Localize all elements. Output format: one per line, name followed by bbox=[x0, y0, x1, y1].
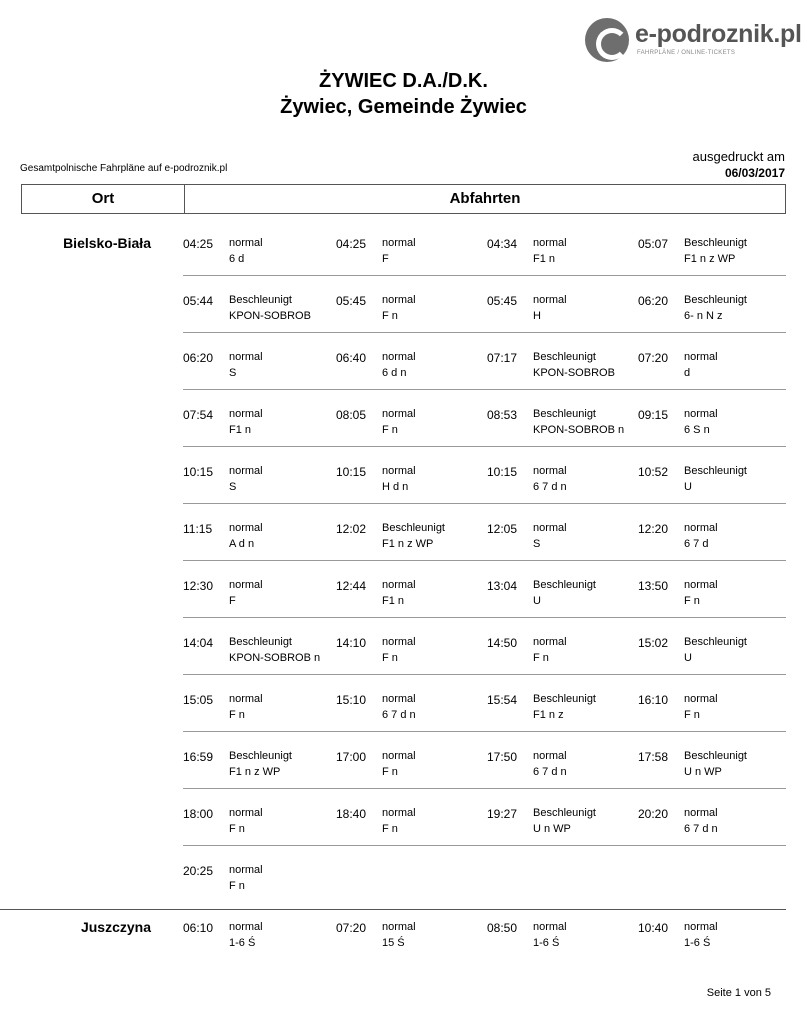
departure-note: 6 7 d n bbox=[533, 481, 567, 493]
e-logo-icon bbox=[585, 18, 629, 62]
station-name: ŻYWIEC D.A./D.K. bbox=[319, 70, 488, 92]
departure-type: normal bbox=[382, 636, 416, 648]
departure-note: F n bbox=[229, 709, 245, 721]
column-header-abfahrten: Abfahrten bbox=[449, 190, 521, 207]
departure-time: 19:27 bbox=[487, 807, 518, 821]
departure-entry bbox=[638, 522, 788, 556]
departure-entry bbox=[487, 807, 637, 841]
departure-type: normal bbox=[382, 408, 416, 420]
departure-time: 16:10 bbox=[638, 693, 669, 707]
departure-entry bbox=[487, 636, 637, 670]
departure-time: 12:05 bbox=[487, 522, 518, 536]
departure-entry bbox=[336, 465, 486, 499]
row-divider bbox=[183, 389, 786, 390]
departure-note: 6 d n bbox=[382, 367, 407, 379]
departure-type: normal bbox=[533, 921, 567, 933]
departure-entry bbox=[336, 522, 486, 556]
departure-time: 07:54 bbox=[183, 408, 214, 422]
departure-time: 05:07 bbox=[638, 237, 669, 251]
departure-time: 17:50 bbox=[487, 750, 518, 764]
departure-time: 14:04 bbox=[183, 636, 214, 650]
departure-entry bbox=[487, 408, 637, 442]
departure-time: 18:00 bbox=[183, 807, 214, 821]
departure-entry bbox=[183, 807, 333, 841]
departure-time: 08:05 bbox=[336, 408, 367, 422]
row-divider bbox=[183, 503, 786, 504]
departure-note: F n bbox=[382, 424, 398, 436]
departure-note: F1 n bbox=[382, 595, 405, 607]
departure-time: 14:50 bbox=[487, 636, 518, 650]
departure-time: 05:44 bbox=[183, 294, 214, 308]
departure-type: normal bbox=[533, 465, 567, 477]
logo-text: e-podroznik.pl bbox=[635, 20, 802, 48]
departure-entry bbox=[336, 408, 486, 442]
departure-type: Beschleunigt bbox=[533, 579, 596, 591]
departure-note: F n bbox=[229, 880, 245, 892]
departure-entry bbox=[487, 351, 637, 385]
departure-type: normal bbox=[229, 465, 263, 477]
departure-entry bbox=[336, 636, 486, 670]
departure-type: Beschleunigt bbox=[533, 408, 596, 420]
departure-note: U n WP bbox=[684, 766, 722, 778]
departure-entry bbox=[183, 294, 333, 328]
departure-note: F n bbox=[382, 766, 398, 778]
departure-time: 12:02 bbox=[336, 522, 367, 536]
departure-note: F n bbox=[684, 595, 700, 607]
departure-note: F1 n z bbox=[533, 709, 564, 721]
departure-time: 06:20 bbox=[638, 294, 669, 308]
departure-type: normal bbox=[382, 351, 416, 363]
section-separator bbox=[0, 909, 786, 910]
departure-type: normal bbox=[684, 807, 718, 819]
departure-time: 07:20 bbox=[638, 351, 669, 365]
departure-note: F n bbox=[382, 823, 398, 835]
row-divider bbox=[183, 617, 786, 618]
departure-type: normal bbox=[382, 294, 416, 306]
departure-note: KPON-SOBROB n bbox=[533, 424, 625, 436]
departure-type: Beschleunigt bbox=[533, 351, 596, 363]
departure-time: 16:59 bbox=[183, 750, 214, 764]
departure-entry bbox=[638, 636, 788, 670]
departure-type: normal bbox=[533, 294, 567, 306]
departure-time: 10:52 bbox=[638, 465, 669, 479]
departure-type: Beschleunigt bbox=[229, 294, 292, 306]
departure-entry bbox=[183, 693, 333, 727]
departure-time: 07:17 bbox=[487, 351, 518, 365]
departure-note: d bbox=[684, 367, 691, 379]
departure-type: normal bbox=[382, 921, 416, 933]
departure-entry bbox=[487, 522, 637, 556]
departure-entry bbox=[638, 921, 788, 955]
row-divider bbox=[183, 731, 786, 732]
place-name: Juszczyna bbox=[80, 919, 151, 935]
departure-entry bbox=[183, 237, 333, 271]
row-divider bbox=[183, 275, 786, 276]
departure-note: H d n bbox=[382, 481, 409, 493]
departure-entry bbox=[183, 921, 333, 955]
departure-entry bbox=[183, 408, 333, 442]
departure-type: normal bbox=[229, 864, 263, 876]
column-header-ort: Ort bbox=[22, 185, 185, 213]
row-divider bbox=[183, 560, 786, 561]
departure-note: F1 n z WP bbox=[382, 538, 434, 550]
departure-type: Beschleunigt bbox=[684, 636, 747, 648]
departure-entry bbox=[336, 693, 486, 727]
departure-type: Beschleunigt bbox=[533, 693, 596, 705]
departure-time: 04:25 bbox=[336, 237, 367, 251]
departure-note: U bbox=[684, 652, 692, 664]
departure-entry bbox=[183, 579, 333, 613]
departure-note: H bbox=[533, 310, 541, 322]
row-divider bbox=[183, 332, 786, 333]
departure-time: 05:45 bbox=[487, 294, 518, 308]
departure-time: 18:40 bbox=[336, 807, 367, 821]
departure-entry bbox=[638, 693, 788, 727]
departure-type: Beschleunigt bbox=[684, 294, 747, 306]
departure-time: 04:34 bbox=[487, 237, 518, 251]
departure-type: normal bbox=[229, 522, 263, 534]
departure-entry bbox=[638, 750, 788, 784]
departure-entry bbox=[487, 693, 637, 727]
departure-time: 12:44 bbox=[336, 579, 367, 593]
header-note: Gesamtpolnische Fahrpläne auf e-podroznik.pl bbox=[20, 163, 228, 174]
departure-entry bbox=[487, 465, 637, 499]
departure-type: normal bbox=[382, 807, 416, 819]
departure-note: F n bbox=[533, 652, 549, 664]
departure-type: normal bbox=[382, 237, 416, 249]
departure-type: normal bbox=[533, 750, 567, 762]
departure-time: 15:10 bbox=[336, 693, 367, 707]
departure-entry bbox=[336, 807, 486, 841]
departure-time: 13:04 bbox=[487, 579, 518, 593]
departure-note: 1-6 Ś bbox=[229, 937, 256, 949]
departure-note: KPON-SOBROB n bbox=[229, 652, 321, 664]
departure-entry bbox=[183, 864, 333, 898]
departure-time: 10:15 bbox=[487, 465, 518, 479]
departure-note: F n bbox=[382, 310, 398, 322]
departure-entry bbox=[183, 750, 333, 784]
station-location: Żywiec, Gemeinde Żywiec bbox=[280, 96, 527, 118]
departure-type: normal bbox=[684, 579, 718, 591]
row-divider bbox=[183, 446, 786, 447]
departure-note: 6 7 d bbox=[684, 538, 709, 550]
departure-type: Beschleunigt bbox=[229, 750, 292, 762]
departure-entry bbox=[638, 807, 788, 841]
departure-time: 10:15 bbox=[183, 465, 214, 479]
departure-note: F bbox=[229, 595, 236, 607]
departure-time: 04:25 bbox=[183, 237, 214, 251]
departure-type: normal bbox=[684, 921, 718, 933]
departure-type: Beschleunigt bbox=[684, 750, 747, 762]
departure-type: normal bbox=[229, 921, 263, 933]
departure-note: F1 n z WP bbox=[684, 253, 736, 265]
departure-type: normal bbox=[229, 579, 263, 591]
departure-type: normal bbox=[229, 693, 263, 705]
page-title bbox=[0, 68, 807, 120]
departure-time: 15:02 bbox=[638, 636, 669, 650]
departure-entry bbox=[487, 921, 637, 955]
departure-type: normal bbox=[229, 237, 263, 249]
departure-note: 6 d bbox=[229, 253, 245, 265]
departure-type: normal bbox=[382, 750, 416, 762]
departure-note: 1-6 Ś bbox=[533, 937, 560, 949]
departure-time: 10:40 bbox=[638, 921, 669, 935]
departure-entry bbox=[336, 750, 486, 784]
departure-time: 15:05 bbox=[183, 693, 214, 707]
departure-entry bbox=[638, 294, 788, 328]
departure-note: S bbox=[229, 367, 237, 379]
e-podroznik-logo bbox=[585, 18, 802, 62]
departure-note: 15 Ś bbox=[382, 937, 405, 949]
departure-entry bbox=[183, 636, 333, 670]
departure-time: 11:15 bbox=[183, 522, 213, 536]
departure-type: Beschleunigt bbox=[684, 237, 747, 249]
departure-note: 6 7 d n bbox=[382, 709, 416, 721]
departure-time: 15:54 bbox=[487, 693, 518, 707]
departure-entry bbox=[487, 237, 637, 271]
departure-time: 17:58 bbox=[638, 750, 669, 764]
departure-entry bbox=[487, 750, 637, 784]
departure-type: normal bbox=[382, 465, 416, 477]
departure-time: 13:50 bbox=[638, 579, 669, 593]
departure-note: F1 n bbox=[229, 424, 252, 436]
departure-type: normal bbox=[229, 408, 263, 420]
departure-entry bbox=[638, 237, 788, 271]
departure-type: Beschleunigt bbox=[229, 636, 292, 648]
row-divider bbox=[183, 674, 786, 675]
place-name: Bielsko-Biała bbox=[63, 235, 151, 251]
departure-entry bbox=[487, 579, 637, 613]
printed-label: ausgedruckt am bbox=[692, 149, 785, 164]
departure-time: 20:20 bbox=[638, 807, 669, 821]
departure-entry bbox=[487, 294, 637, 328]
departure-time: 05:45 bbox=[336, 294, 367, 308]
departure-time: 08:53 bbox=[487, 408, 518, 422]
departure-entry bbox=[336, 351, 486, 385]
row-divider bbox=[183, 845, 786, 846]
departure-time: 06:40 bbox=[336, 351, 367, 365]
departure-entry bbox=[638, 579, 788, 613]
departure-time: 07:20 bbox=[336, 921, 367, 935]
row-divider bbox=[183, 788, 786, 789]
departure-entry bbox=[336, 237, 486, 271]
departure-entry bbox=[183, 351, 333, 385]
departure-entry bbox=[638, 408, 788, 442]
printed-date: 06/03/2017 bbox=[724, 166, 785, 180]
departure-note: F n bbox=[382, 652, 398, 664]
departure-type: normal bbox=[533, 522, 567, 534]
departure-note: 6- n N z bbox=[684, 310, 723, 322]
departure-entry bbox=[336, 921, 486, 955]
departure-type: normal bbox=[533, 636, 567, 648]
departure-entry bbox=[183, 522, 333, 556]
departure-time: 06:20 bbox=[183, 351, 214, 365]
departure-type: normal bbox=[684, 522, 718, 534]
departure-note: U bbox=[533, 595, 541, 607]
departure-time: 20:25 bbox=[183, 864, 214, 878]
departure-note: 1-6 Ś bbox=[684, 937, 711, 949]
departure-note: U n WP bbox=[533, 823, 571, 835]
departure-entry bbox=[638, 351, 788, 385]
departure-note: U bbox=[684, 481, 692, 493]
departure-note: F1 n z WP bbox=[229, 766, 281, 778]
departure-note: KPON-SOBROB bbox=[229, 310, 311, 322]
departure-type: normal bbox=[382, 579, 416, 591]
departure-note: F1 n bbox=[533, 253, 556, 265]
departure-note: 6 7 d n bbox=[684, 823, 718, 835]
table-header bbox=[21, 184, 786, 214]
departure-entry bbox=[183, 465, 333, 499]
departure-entry bbox=[336, 579, 486, 613]
departure-type: normal bbox=[684, 693, 718, 705]
departure-type: normal bbox=[684, 408, 718, 420]
departure-type: normal bbox=[382, 693, 416, 705]
departure-note: F n bbox=[229, 823, 245, 835]
departure-time: 10:15 bbox=[336, 465, 367, 479]
departure-note: 6 7 d n bbox=[533, 766, 567, 778]
departure-note: F n bbox=[684, 709, 700, 721]
departure-time: 09:15 bbox=[638, 408, 669, 422]
departure-note: KPON-SOBROB bbox=[533, 367, 615, 379]
page-footer: Seite 1 von 5 bbox=[706, 987, 771, 999]
departure-type: normal bbox=[533, 237, 567, 249]
departure-type: normal bbox=[229, 351, 263, 363]
departure-time: 12:30 bbox=[183, 579, 214, 593]
departure-time: 12:20 bbox=[638, 522, 669, 536]
departure-entry bbox=[336, 294, 486, 328]
departure-note: 6 S n bbox=[684, 424, 710, 436]
departure-note: S bbox=[533, 538, 541, 550]
departure-entry bbox=[638, 465, 788, 499]
departure-time: 06:10 bbox=[183, 921, 214, 935]
departure-note: F bbox=[382, 253, 389, 265]
departure-type: Beschleunigt bbox=[533, 807, 596, 819]
departure-time: 17:00 bbox=[336, 750, 367, 764]
logo-subtitle: FAHRPLÄNE / ONLINE-TICKETS bbox=[637, 50, 736, 56]
departure-note: A d n bbox=[229, 538, 255, 550]
departure-time: 08:50 bbox=[487, 921, 518, 935]
departure-type: normal bbox=[229, 807, 263, 819]
departure-time: 14:10 bbox=[336, 636, 367, 650]
departure-note: S bbox=[229, 481, 237, 493]
departure-type: Beschleunigt bbox=[684, 465, 747, 477]
departure-type: Beschleunigt bbox=[382, 522, 445, 534]
departure-type: normal bbox=[684, 351, 718, 363]
